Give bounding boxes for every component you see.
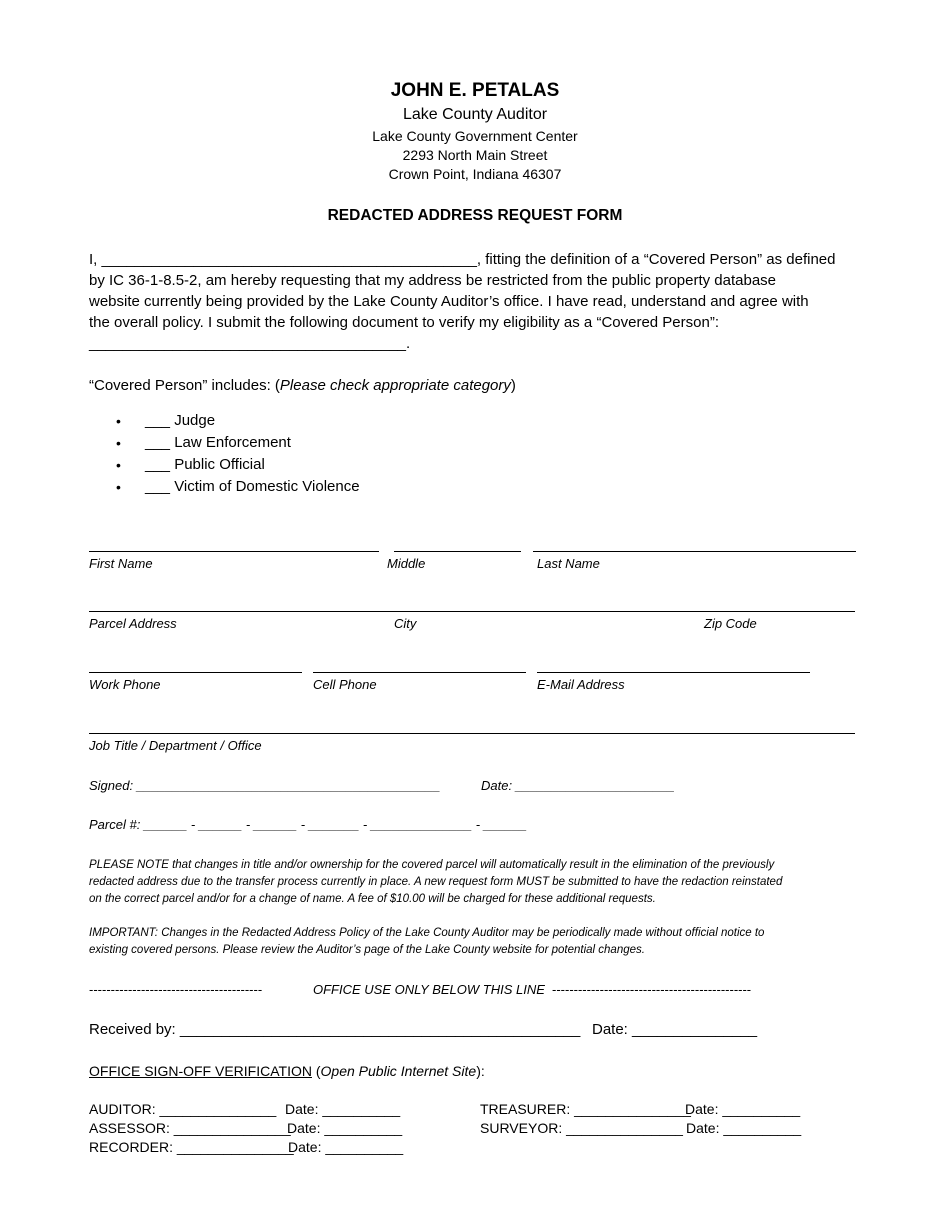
first-name-label: First Name [89,556,153,571]
covered-suffix: ) [510,377,516,394]
parcel-address-line[interactable] [89,611,855,612]
bullet-icon: • [116,435,121,451]
cell-phone-line[interactable] [313,672,526,673]
signoff-close-paren: ): [476,1063,485,1079]
surveyor-date[interactable]: Date: __________ [686,1120,802,1136]
parcel-address-label: Parcel Address [89,616,177,631]
middle-name-label: Middle [387,556,426,571]
covered-instruction: Please check appropriate category [279,377,511,394]
parcel-number-field[interactable]: Parcel #: ______ - ______ - ______ - _______ - ______________ - ______ [89,817,528,832]
work-phone-line[interactable] [89,672,302,673]
note-1-line-3: on the correct parcel and/or for a change of name. A fee of $10.00 will be charged for these additional requests. [89,893,656,905]
recorder-date[interactable]: Date: __________ [288,1139,404,1155]
intro-suffix: , fitting the definition of a “Covered Person” as defined [476,251,836,268]
treasurer-date[interactable]: Date: __________ [685,1101,801,1117]
signoff-heading [89,1063,485,1079]
category-judge[interactable]: ___ Judge [145,412,216,429]
note-2-line-2: existing covered persons. Please review the Auditor’s page of the Lake County website for potential changes. [89,944,645,956]
recorder-signoff[interactable]: RECORDER: _______________ [89,1139,294,1155]
form-title: REDACTED ADDRESS REQUEST FORM [327,207,623,224]
address-line-1: Lake County Government Center [372,128,578,144]
signoff-subtitle: Open Public Internet Site [320,1063,477,1079]
category-law-enforcement[interactable]: ___ Law Enforcement [145,434,291,451]
auditor-title: Lake County Auditor [402,106,548,123]
auditor-date[interactable]: Date: __________ [285,1101,401,1117]
middle-name-line[interactable] [394,551,521,552]
job-title-line[interactable] [89,733,855,734]
document-blank[interactable]: ______________________________________. [89,335,411,352]
auditor-signoff[interactable]: AUDITOR: _______________ [89,1101,277,1117]
city-label: City [394,616,417,631]
email-label: E-Mail Address [537,677,625,692]
last-name-line[interactable] [533,551,856,552]
divider-left: ---------------------------------------- [89,982,263,997]
intro-line-3: website currently being provided by the Lake County Auditor’s office. I have read, understand and agree with [89,293,809,310]
auditor-name: JOHN E. PETALAS [390,80,560,101]
job-title-label: Job Title / Department / Office [89,738,262,753]
treasurer-signoff[interactable]: TREASURER: _______________ [480,1101,691,1117]
signature-field[interactable]: Signed: __________________________________________ [89,778,441,793]
covered-prefix: “Covered Person” includes: ( [89,377,280,394]
note-1-line-1: PLEASE NOTE that changes in title and/or ownership for the covered parcel will automatically result in the elimination of the previously [89,859,775,871]
bullet-icon: • [116,413,121,429]
office-use-divider-text: OFFICE USE ONLY BELOW THIS LINE [313,982,545,997]
note-1-line-2: redacted address due to the transfer process currently in place. A new request form MUST be submitted to have the redaction reinstated [89,876,783,888]
email-line[interactable] [537,672,810,673]
zip-code-label: Zip Code [704,616,757,631]
address-line-2: 2293 North Main Street [402,147,548,163]
date-field[interactable]: Date: ______________________ [481,778,675,793]
category-public-official[interactable]: ___ Public Official [145,456,265,473]
signoff-title: OFFICE SIGN-OFF VERIFICATION [89,1063,312,1079]
cell-phone-label: Cell Phone [313,677,377,692]
note-2-line-1: IMPORTANT: Changes in the Redacted Address Policy of the Lake County Auditor may be periodically made without official notice to [89,927,765,939]
signoff-open-paren: ( [311,1063,321,1079]
work-phone-label: Work Phone [89,677,161,692]
assessor-signoff[interactable]: ASSESSOR: _______________ [89,1120,291,1136]
name-blank[interactable]: _____________________________________________ [101,251,477,268]
assessor-date[interactable]: Date: __________ [287,1120,403,1136]
first-name-line[interactable] [89,551,379,552]
surveyor-signoff[interactable]: SURVEYOR: _______________ [480,1120,683,1136]
covered-person-heading [89,375,864,396]
divider-right: ---------------------------------------------- [552,982,752,997]
intro-prefix: I, [89,251,102,268]
category-domestic-violence[interactable]: ___ Victim of Domestic Violence [145,478,360,495]
received-date-field[interactable]: Date: _______________ [592,1021,758,1038]
bullet-icon: • [116,479,121,495]
address-line-3: Crown Point, Indiana 46307 [388,166,562,182]
intro-line-1 [89,249,864,270]
received-by-field[interactable]: Received by: ________________________________________________ [89,1021,581,1038]
intro-line-4: the overall policy. I submit the following document to verify my eligibility as a “Covered Person”: [89,314,719,331]
last-name-label: Last Name [537,556,600,571]
bullet-icon: • [116,457,121,473]
intro-line-2: by IC 36-1-8.5-2, am hereby requesting that my address be restricted from the public property database [89,272,777,289]
